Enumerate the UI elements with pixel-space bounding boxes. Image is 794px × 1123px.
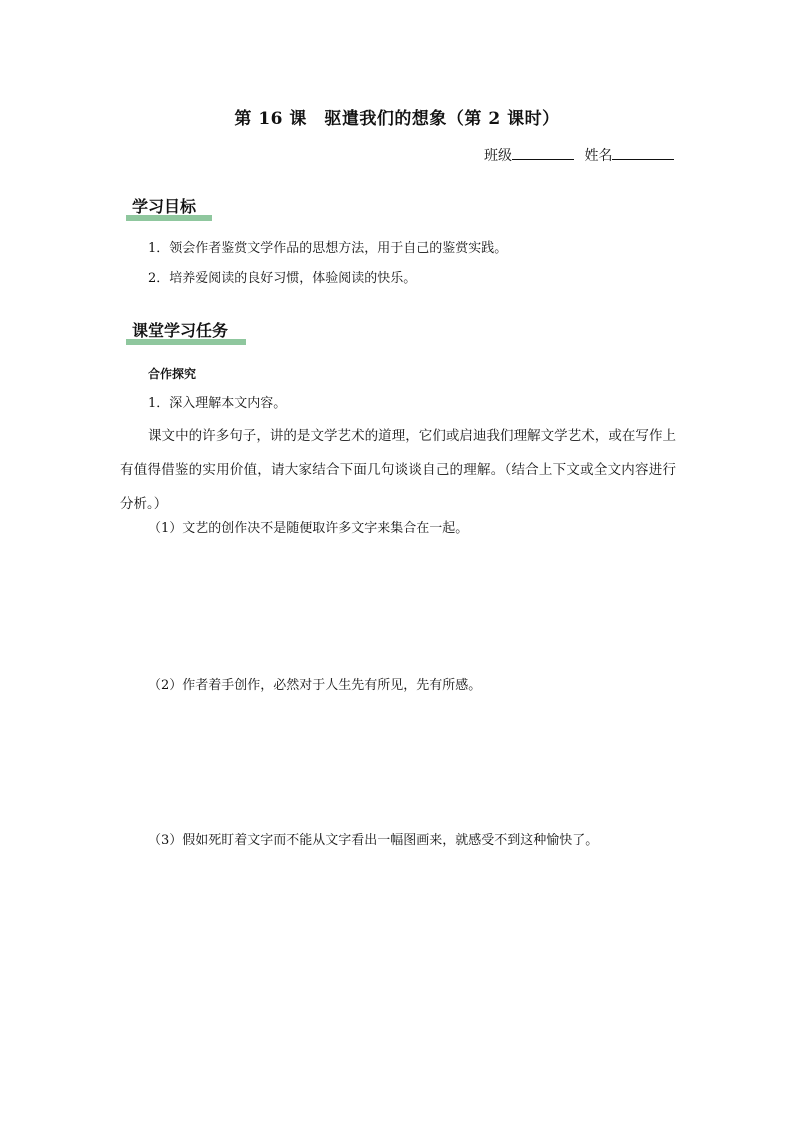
question-1: （1）文艺的创作决不是随便取许多文字来集合在一起。 bbox=[148, 521, 469, 536]
student-info-fields bbox=[484, 145, 674, 165]
task-instruction: 课文中的许多句子，讲的是文学艺术的道理，它们或启迪我们理解文学艺术，或在写作上有值得借鉴的实用价值，请大家结合下面几句谈谈自己的理解。（结合上下文或全文内容进行分析。） bbox=[120, 428, 676, 512]
objectives-heading bbox=[132, 194, 196, 217]
question-3: （3）假如死盯着文字而不能从文字看出一幅图画来，就感受不到这种愉快了。 bbox=[148, 833, 599, 848]
class-label: 班级 bbox=[484, 148, 512, 164]
tasks-heading bbox=[132, 318, 228, 341]
page-title: 第 16 课 驱遣我们的想象（第 2 课时） bbox=[234, 109, 560, 129]
name-label: 姓名 bbox=[584, 148, 613, 164]
subheading-cooperative-inquiry: 合作探究 bbox=[148, 367, 197, 381]
tasks-heading-text: 课堂学习任务 bbox=[132, 321, 229, 340]
objectives-heading-text: 学习目标 bbox=[132, 197, 197, 216]
objective-item-1: 1．领会作者鉴赏文学作品的思想方法，用于自己的鉴赏实践。 bbox=[148, 241, 508, 256]
task-item-1: 1．深入理解本文内容。 bbox=[148, 396, 287, 411]
class-blank[interactable] bbox=[512, 145, 574, 160]
objective-item-2: 2．培养爱阅读的良好习惯，体验阅读的快乐。 bbox=[148, 271, 417, 286]
question-2: （2）作者着手创作，必然对于人生先有所见，先有所感。 bbox=[148, 678, 482, 693]
name-blank[interactable] bbox=[612, 145, 674, 160]
